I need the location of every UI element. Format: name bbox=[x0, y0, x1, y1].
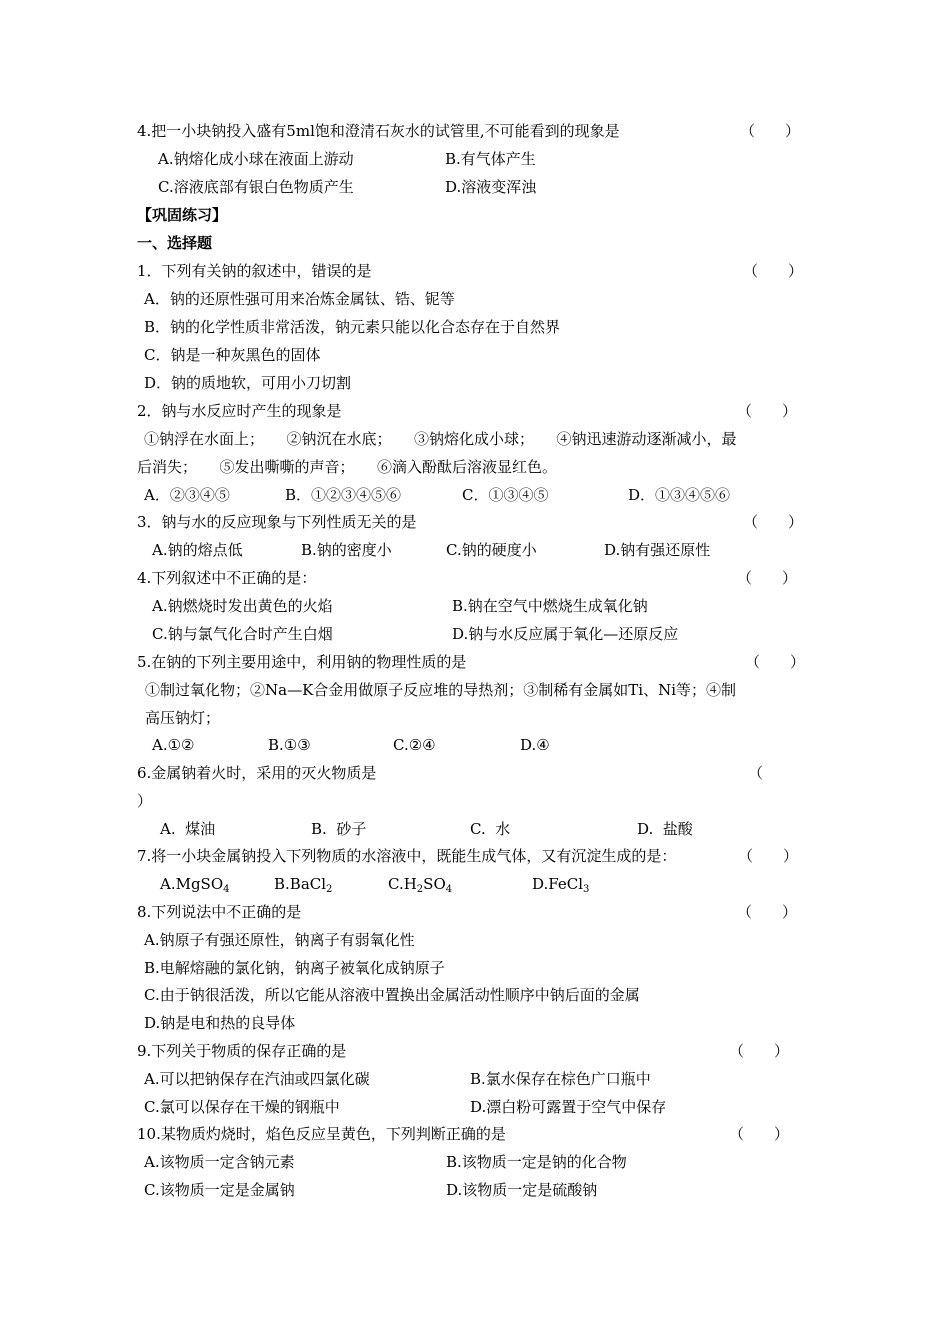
option-c: C.钠与氯气化合时产生白烟 bbox=[152, 625, 333, 643]
answer-paren: （ ） bbox=[740, 122, 801, 140]
option-b: B.①③ bbox=[268, 736, 311, 754]
option-a: A.该物质一定含钠元素 bbox=[144, 1153, 295, 1171]
option-a: A. 煤油 bbox=[160, 820, 216, 838]
option-d: D. 盐酸 bbox=[637, 820, 693, 838]
part-title: 一、选择题 bbox=[137, 234, 213, 252]
answer-paren-open: （ bbox=[748, 764, 764, 782]
option-a: A．钠的还原性强可用来冶炼金属钛、锆、铌等 bbox=[144, 290, 455, 308]
answer-paren: （ ） bbox=[737, 569, 798, 587]
option-a: A.MgSO$_4$ bbox=[160, 875, 230, 895]
option-b: B．①②③④⑤⑥ bbox=[285, 486, 402, 504]
section-title: 【巩固练习】 bbox=[137, 206, 228, 224]
option-a: A.钠熔化成小球在液面上游动 bbox=[158, 150, 354, 168]
option-b: B.电解熔融的氯化钠，钠离子被氧化成钠原子 bbox=[144, 959, 445, 977]
option-d: D．钠的质地软，可用小刀切割 bbox=[144, 374, 352, 392]
question-body: 高压钠灯； bbox=[145, 709, 221, 727]
option-c: C.氯可以保存在干燥的钢瓶中 bbox=[144, 1098, 340, 1116]
answer-paren: （ ） bbox=[737, 402, 798, 420]
question-stem: 10.某物质灼烧时，焰色反应呈黄色，下列判断正确的是 bbox=[137, 1125, 506, 1143]
option-b: B．钠的化学性质非常活泼，钠元素只能以化合态存在于自然界 bbox=[144, 318, 561, 336]
answer-paren: （ ） bbox=[738, 847, 799, 865]
question-body: ①制过氧化物；②Na—K合金用做原子反应堆的导热剂；③制稀有金属如Ti、Ni等；④制 bbox=[145, 681, 737, 699]
option-c: C.②④ bbox=[393, 736, 436, 754]
question-stem: 4.把一小块钠投入盛有5ml饱和澄清石灰水的试管里,不可能看到的现象是 bbox=[137, 122, 620, 140]
option-b: B.该物质一定是钠的化合物 bbox=[446, 1153, 627, 1171]
answer-paren: （ ） bbox=[743, 262, 804, 280]
question-stem: 1．下列有关钠的叙述中，错误的是 bbox=[137, 262, 372, 280]
option-b: B.钠的密度小 bbox=[301, 541, 392, 559]
option-a: A.钠燃烧时发出黄色的火焰 bbox=[152, 597, 333, 615]
option-d: D．①③④⑤⑥ bbox=[628, 486, 731, 504]
option-b: B.氯水保存在棕色广口瓶中 bbox=[470, 1070, 651, 1088]
answer-paren: （ ） bbox=[743, 513, 804, 531]
question-stem: 4.下列叙述中不正确的是： bbox=[137, 569, 317, 587]
option-c: C.由于钠很活泼，所以它能从溶液中置换出金属活动性顺序中钠后面的金属 bbox=[144, 986, 640, 1004]
answer-paren-close: ） bbox=[137, 792, 153, 810]
option-a: A.①② bbox=[152, 736, 195, 754]
option-b: B.钠在空气中燃烧生成氧化钠 bbox=[452, 597, 648, 615]
question-body: ①钠浮在水面上； ②钠沉在水底； ③钠熔化成小球； ④钠迅速游动逐渐减小，最 bbox=[144, 430, 737, 448]
option-d: D.钠是电和热的良导体 bbox=[144, 1014, 296, 1032]
option-a: A.钠的熔点低 bbox=[152, 541, 243, 559]
question-stem: 9.下列关于物质的保存正确的是 bbox=[137, 1042, 347, 1060]
option-b: B. 砂子 bbox=[311, 820, 367, 838]
question-stem: 2．钠与水反应时产生的现象是 bbox=[137, 402, 342, 420]
option-d: D.溶液变浑浊 bbox=[445, 178, 537, 196]
answer-paren: （ ） bbox=[729, 1042, 790, 1060]
answer-paren: （ ） bbox=[745, 653, 806, 671]
option-c: C．①③④⑤ bbox=[462, 486, 549, 504]
option-d: D.钠与水反应属于氧化—还原反应 bbox=[452, 625, 679, 643]
answer-paren: （ ） bbox=[729, 1125, 790, 1143]
option-c: C.钠的硬度小 bbox=[446, 541, 537, 559]
option-d: D.钠有强还原性 bbox=[604, 541, 711, 559]
option-b: B.BaCl$_2$ bbox=[274, 875, 333, 895]
question-stem: 7.将一小块金属钠投入下列物质的水溶液中，既能生成气体，又有沉淀生成的是： bbox=[137, 847, 677, 865]
question-stem: 5.在钠的下列主要用途中，利用钠的物理性质的是 bbox=[137, 653, 467, 671]
option-a: A．②③④⑤ bbox=[144, 486, 230, 504]
option-c: $C.H_2SO_4$ bbox=[388, 875, 453, 895]
question-stem: 3．钠与水的反应现象与下列性质无关的是 bbox=[137, 513, 417, 531]
option-a: A.钠原子有强还原性，钠离子有弱氧化性 bbox=[144, 931, 415, 949]
answer-paren: （ ） bbox=[737, 903, 798, 921]
question-stem: 6.金属钠着火时，采用的灭火物质是 bbox=[137, 764, 377, 782]
option-d: D.④ bbox=[520, 736, 550, 754]
option-d: D.FeCl$_3$ bbox=[532, 875, 590, 895]
question-stem: 8.下列说法中不正确的是 bbox=[137, 903, 302, 921]
option-c: C.溶液底部有银白色物质产生 bbox=[158, 178, 354, 196]
question-body: 后消失； ⑤发出嘶嘶的声音； ⑥滴入酚酞后溶液显红色。 bbox=[137, 458, 558, 476]
option-c: C. 水 bbox=[470, 820, 511, 838]
option-d: D.漂白粉可露置于空气中保存 bbox=[470, 1098, 667, 1116]
option-a: A.可以把钠保存在汽油或四氯化碳 bbox=[144, 1070, 370, 1088]
option-d: D.该物质一定是硫酸钠 bbox=[446, 1181, 598, 1199]
option-c: C.该物质一定是金属钠 bbox=[144, 1181, 295, 1199]
option-c: C．钠是一种灰黑色的固体 bbox=[144, 346, 321, 364]
option-b: B.有气体产生 bbox=[445, 150, 536, 168]
